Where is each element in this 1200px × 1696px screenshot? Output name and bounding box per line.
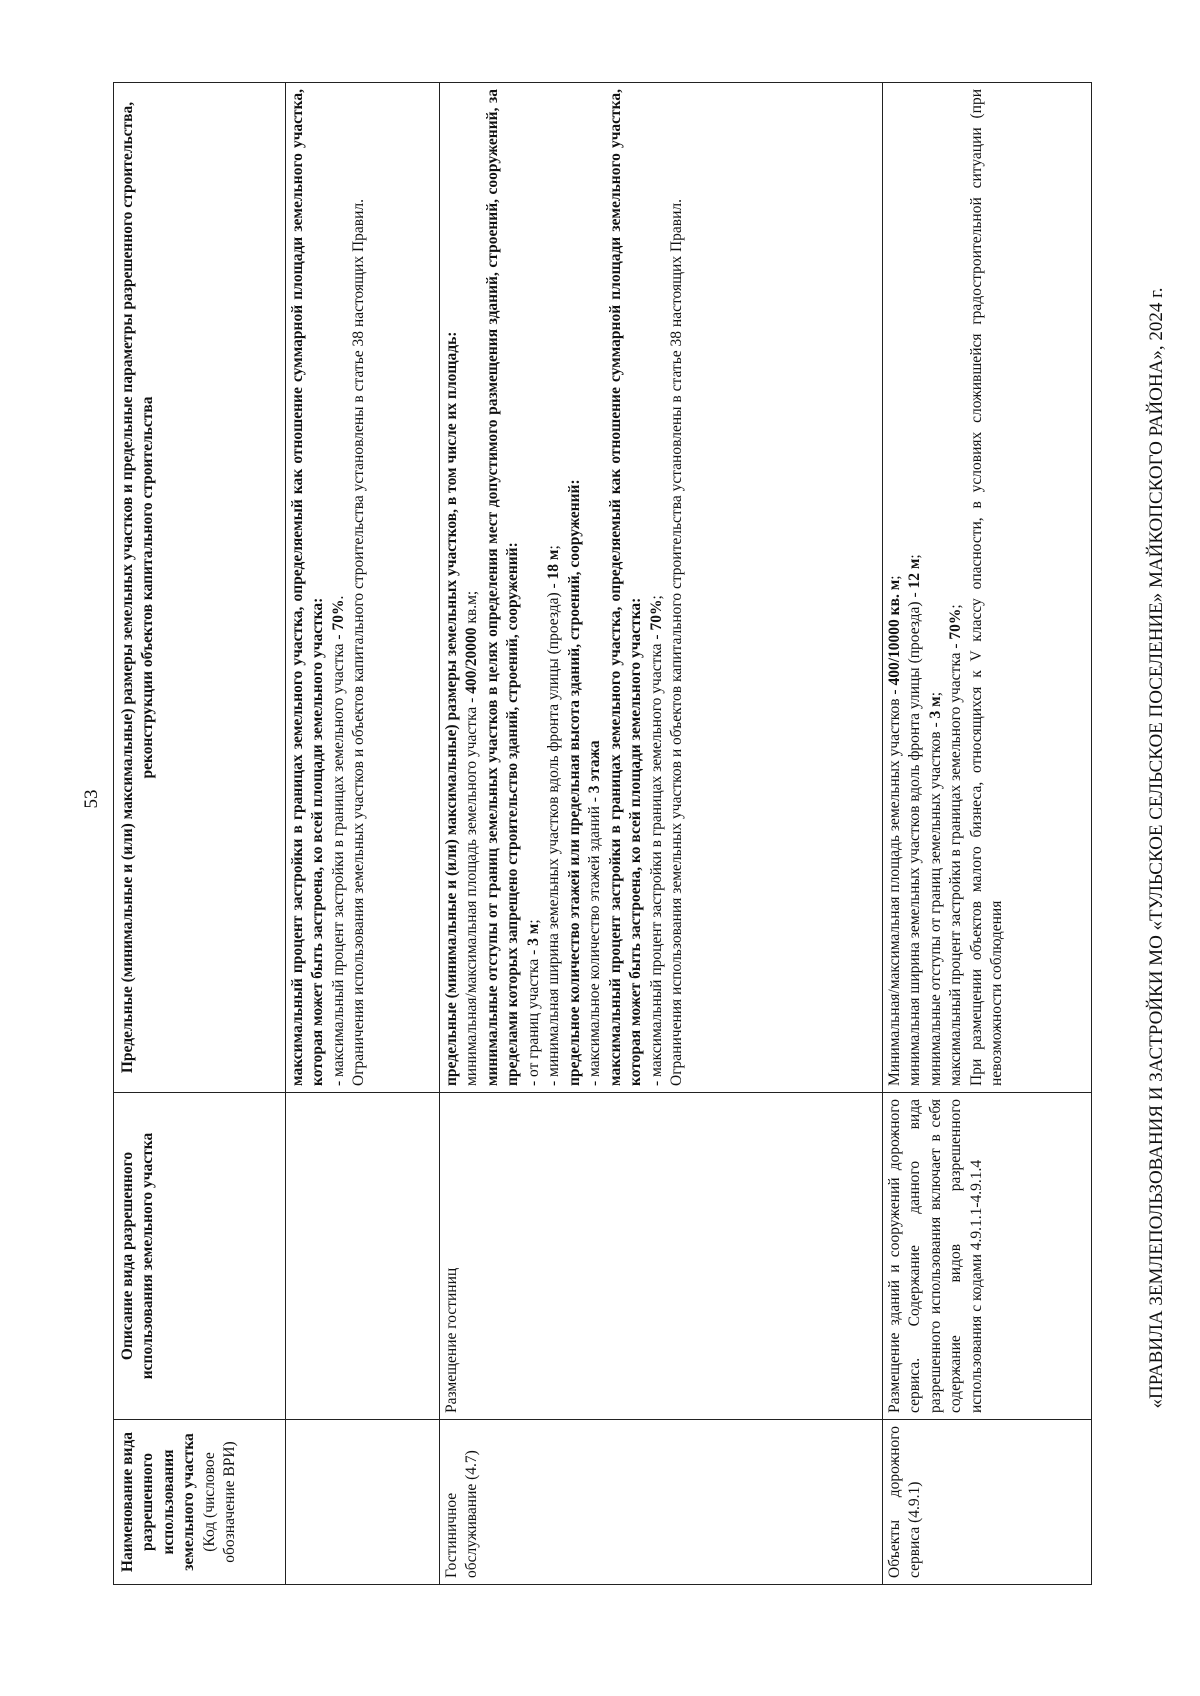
parameter-text: Ограничения использования земельных участков и объектов капитального строительства установлены в статье 38 настоящих Правил. <box>350 198 368 1086</box>
table-row <box>286 83 440 1585</box>
regulations-table <box>113 82 1092 1585</box>
cell-description: Размещение зданий и сооружений дорожного сервиса. Содержание данного вида разрешенного использования включает в себя содержание видов разрешенного использования с кодами 4.9.1.1-4.9.1.4 <box>883 1093 1092 1420</box>
parameter-line <box>288 89 329 1086</box>
parameter-text: минимальная/максимальная площадь земельного участка - <box>463 693 481 1086</box>
cell-parameters <box>883 83 1092 1093</box>
table-header-row <box>114 83 286 1585</box>
parameter-value: 70% <box>947 608 965 640</box>
table-row <box>440 83 883 1585</box>
parameter-line <box>885 89 905 1086</box>
parameter-value: 12 м <box>906 558 924 589</box>
parameter-text: - максимальный процент застройки в границах земельного участка - <box>647 630 665 1086</box>
parameter-text: - минимальная ширина земельных участков вдоль фронта улицы (проезда) - <box>545 579 563 1086</box>
cell-parameters <box>440 83 883 1093</box>
parameter-line <box>524 89 544 1086</box>
regulations-table-container <box>113 83 1091 1585</box>
parameter-value: 70% <box>647 599 665 631</box>
cell-description <box>286 1093 440 1420</box>
cell-usage-name: Объекты дорожного сервиса (4.9.1) <box>883 1420 1092 1585</box>
parameter-line <box>967 89 1008 1086</box>
parameter-line <box>667 89 687 1086</box>
parameter-text: - максимальный процент застройки в границах земельного участка - <box>329 630 347 1086</box>
parameter-text: минимальная ширина земельных участков вдоль фронта улицы (проезда) - <box>906 588 924 1086</box>
parameter-text: - от границ участка - <box>524 945 542 1086</box>
parameter-text: - максимальное количество этажей зданий - <box>586 793 604 1086</box>
document-footer: «ПРАВИЛА ЗЕМЛЕПОЛЬЗОВАНИЯ И ЗАСТРОЙКИ МО «ТУЛЬСКОЕ СЕЛЬСКОЕ ПОСЕЛЕНИЕ» МАЙКОПСКОГО РАЙОНА», 2024 г. <box>1146 287 1167 1408</box>
parameter-suffix: ; <box>906 554 924 559</box>
parameter-text: Ограничения использования земельных участков и объектов капитального строительства установлены в статье 38 настоящих Правил. <box>667 198 685 1086</box>
cell-usage-name <box>286 1420 440 1585</box>
parameter-line <box>926 89 946 1086</box>
parameter-suffix: ; <box>524 919 542 924</box>
parameter-value: 3 м <box>524 923 542 946</box>
parameter-line <box>647 89 667 1086</box>
header-usage-name: Наименование вида разрешенного использования земельного участка (Код (числовое обозначение ВРИ) <box>114 1420 286 1585</box>
parameter-value: 3 м <box>926 696 944 719</box>
parameter-text: Минимальная/максимальная площадь земельных участков - <box>886 685 903 1086</box>
table-row <box>883 83 1092 1585</box>
parameter-value: 3 этажа <box>586 740 604 794</box>
parameter-line <box>585 89 605 1086</box>
parameter-line <box>329 89 349 1086</box>
parameter-text: максимальный процент застройки в границах земельного участка - <box>947 639 965 1086</box>
parameter-suffix: ; <box>545 545 563 550</box>
parameter-value: 70% <box>329 599 347 631</box>
parameter-heading: максимальный процент застройки в границах земельного участка, определяемый как отношение суммарной площади земельного участка, которая может быть застроена, ко всей площади земельного участка: <box>606 89 645 1086</box>
header-code-note: (Код (числовое обозначение ВРИ) <box>200 1441 239 1563</box>
page-number: 53 <box>81 789 102 809</box>
parameter-suffix: ; <box>926 691 944 697</box>
parameter-value: 400/10000 кв. м <box>886 579 903 686</box>
cell-parameters <box>286 83 440 1093</box>
cell-usage-name: Гостиничное обслуживание (4.7) <box>440 1420 883 1585</box>
parameter-suffix: ; <box>947 604 965 609</box>
parameter-line <box>905 89 925 1086</box>
parameter-line <box>349 89 369 1086</box>
rotated-table <box>113 83 1091 1585</box>
parameter-value: 18 м <box>545 549 563 580</box>
parameter-heading: предельные (минимальные и (или) максимальные) размеры земельных участков, в том числе их площадь: <box>443 331 460 1086</box>
parameter-line <box>565 89 585 1086</box>
parameter-line <box>442 89 462 1086</box>
parameter-line <box>544 89 564 1086</box>
parameter-heading: предельное количество этажей или предельная высота зданий, строений, сооружений: <box>565 479 583 1086</box>
parameter-line <box>946 89 966 1086</box>
footer-container <box>1142 65 1172 1630</box>
parameter-suffix: ; <box>886 575 903 580</box>
parameter-line <box>483 89 524 1086</box>
header-parameters: Предельные (минимальные и (или) максимальные) размеры земельных участков и предельные параметры разрешенного строительства, реконструкции объектов капитального строительства <box>114 83 286 1093</box>
parameter-heading: максимальный процент застройки в границах земельного участка, определяемый как отношение суммарной площади земельного участка, которая может быть застроена, ко всей площади земельного участка: <box>289 89 327 1086</box>
parameter-value: 400/20000 <box>463 627 481 694</box>
parameter-heading: минимальные отступы от границ земельных участков в целях определения мест допустимого размещения зданий, строений, сооружений, за пределами которых запрещено строительство зданий, строений, сооружений: <box>483 89 522 1086</box>
parameter-suffix: ; <box>647 595 665 600</box>
cell-description: Размещение гостиниц <box>440 1093 883 1420</box>
parameter-text: минимальные отступы от границ земельных участков - <box>926 718 944 1086</box>
parameter-line <box>462 89 482 1086</box>
parameter-suffix: кв.м; <box>463 590 481 628</box>
header-usage-description: Описание вида разрешенного использования земельного участка <box>114 1093 286 1420</box>
parameter-text: При размещении объектов малого бизнеса, относящихся к V классу опасности, в условиях сложившейся градостроительной ситуации (при невозможности соблюдения <box>967 89 1006 1086</box>
parameter-line <box>606 89 647 1086</box>
parameter-suffix: . <box>329 595 347 600</box>
